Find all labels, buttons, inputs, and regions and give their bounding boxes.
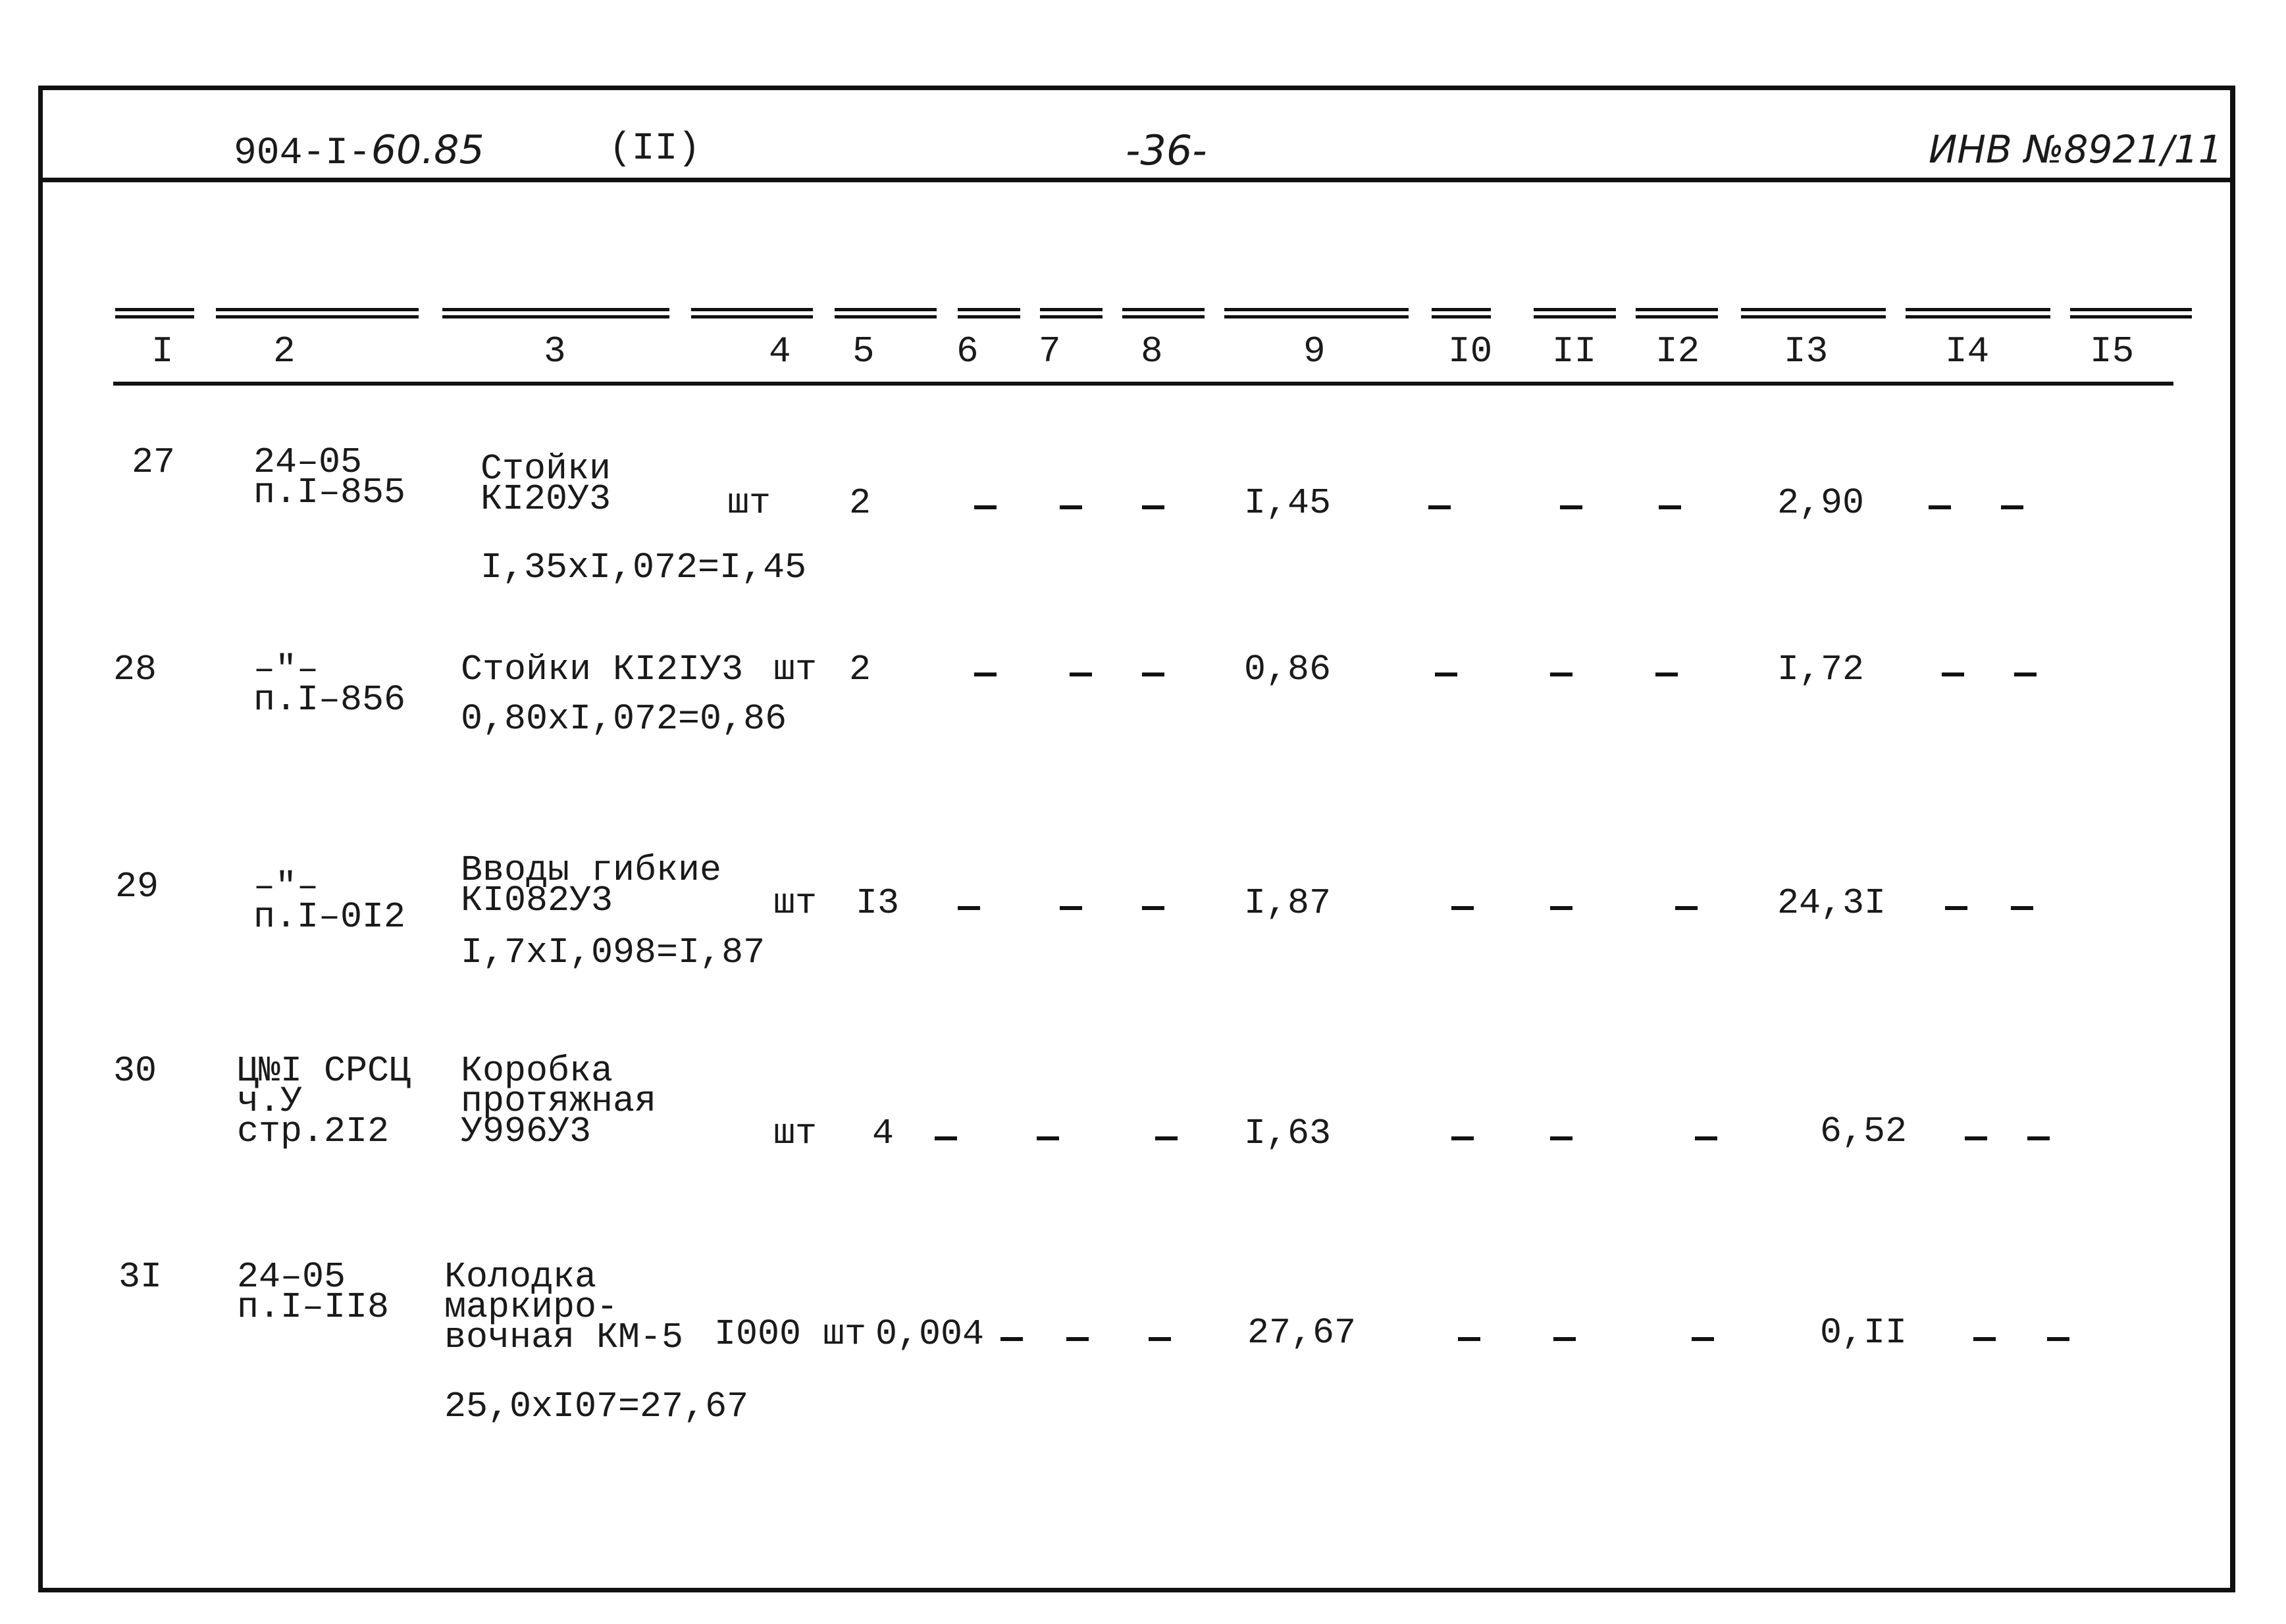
row-col9-value: I,45 — [1244, 482, 1332, 524]
column-number: I — [151, 330, 174, 372]
row-reference: Ц№I СРСЦ ч.У стр.2I2 — [237, 1050, 411, 1152]
row-calculation: 0,80xI,072=0,86 — [461, 698, 787, 740]
document-code-prefix: 904-I- — [234, 132, 371, 175]
column-number: II — [1552, 330, 1597, 372]
empty-cell-dash — [1942, 672, 1964, 676]
row-quantity: I3 — [856, 882, 900, 924]
row-quantity: 2 — [849, 649, 871, 690]
column-number: I0 — [1448, 330, 1493, 372]
double-rule — [442, 308, 669, 318]
row-unit: шт — [773, 1113, 818, 1154]
double-rule — [1534, 308, 1616, 318]
column-number: 3 — [544, 330, 566, 372]
empty-cell-dash — [1553, 1337, 1576, 1341]
empty-cell-dash — [1560, 505, 1582, 509]
row-quantity: 0,004 — [875, 1313, 985, 1355]
double-rule — [1906, 308, 2050, 318]
row-unit: I000 шт — [714, 1313, 867, 1355]
row-col9-value: I,87 — [1244, 882, 1332, 924]
row-number: 3I — [118, 1256, 163, 1298]
empty-cell-dash — [1000, 1337, 1023, 1341]
row-number: 27 — [132, 442, 176, 483]
empty-cell-dash — [2047, 1337, 2069, 1341]
row-col13-value: 24,3I — [1777, 882, 1886, 924]
double-rule — [1741, 308, 1886, 318]
row-unit: шт — [773, 882, 818, 924]
row-col9-value: 0,86 — [1244, 649, 1332, 690]
column-number: 6 — [956, 330, 979, 372]
row-number: 29 — [115, 866, 159, 907]
row-col9-value: 27,67 — [1247, 1312, 1357, 1354]
empty-cell-dash — [974, 505, 997, 509]
row-col13-value: 6,52 — [1820, 1111, 1908, 1152]
empty-cell-dash — [2027, 1136, 2050, 1140]
row-reference: 24–05 п.I–II8 — [237, 1256, 390, 1328]
empty-cell-dash — [1060, 505, 1082, 509]
row-number: 28 — [113, 649, 157, 690]
row-col9-value: I,63 — [1244, 1113, 1332, 1154]
empty-cell-dash — [1142, 672, 1164, 676]
double-rule — [115, 308, 194, 318]
empty-cell-dash — [1037, 1136, 1059, 1140]
double-rule — [1432, 308, 1491, 318]
empty-cell-dash — [2011, 906, 2033, 910]
column-number: 7 — [1039, 330, 1061, 372]
document-code-suffix: 60.85 — [371, 127, 484, 173]
column-number: 4 — [769, 330, 791, 372]
empty-cell-dash — [1142, 505, 1164, 509]
double-rule — [1040, 308, 1103, 318]
sheet-part: (II) — [609, 128, 701, 170]
row-quantity: 2 — [849, 482, 871, 524]
row-name: Стойки КI2IУ3 — [461, 649, 744, 690]
row-col13-value: 2,90 — [1777, 482, 1865, 524]
column-number: 5 — [852, 330, 875, 372]
row-unit: шт — [727, 482, 771, 524]
row-col13-value: I,72 — [1777, 649, 1865, 690]
empty-cell-dash — [1965, 1136, 1987, 1140]
double-rule — [1122, 308, 1205, 318]
row-name: Стойки КI20У3 — [481, 448, 611, 520]
row-col13-value: 0,II — [1820, 1312, 1908, 1354]
empty-cell-dash — [1550, 672, 1572, 676]
double-rule — [958, 308, 1020, 318]
empty-cell-dash — [1142, 906, 1164, 910]
document-code — [234, 127, 484, 175]
column-number: 2 — [273, 330, 296, 372]
empty-cell-dash — [1428, 505, 1451, 509]
empty-cell-dash — [1149, 1337, 1171, 1341]
column-number: I4 — [1945, 330, 1990, 372]
empty-cell-dash — [1659, 505, 1681, 509]
double-rule — [216, 308, 419, 318]
empty-cell-dash — [1945, 906, 1967, 910]
row-reference: –"– п.I–0I2 — [253, 866, 406, 938]
row-unit: шт — [773, 649, 818, 690]
row-name: Коробка протяжная У996У3 — [461, 1050, 657, 1152]
double-rule — [691, 308, 813, 318]
inventory-number: ИНВ №8921/11 — [1929, 127, 2223, 172]
empty-cell-dash — [974, 672, 997, 676]
empty-cell-dash — [2014, 672, 2037, 676]
column-number: I3 — [1784, 330, 1829, 372]
row-reference: –"– п.I–856 — [253, 649, 406, 721]
empty-cell-dash — [1695, 1136, 1717, 1140]
empty-cell-dash — [1655, 672, 1678, 676]
header-rule — [43, 178, 2231, 182]
empty-cell-dash — [958, 906, 980, 910]
empty-cell-dash — [1550, 906, 1572, 910]
column-number: I5 — [2090, 330, 2135, 372]
row-quantity: 4 — [872, 1113, 895, 1154]
empty-cell-dash — [2001, 505, 2023, 509]
empty-cell-dash — [1060, 906, 1082, 910]
empty-cell-dash — [1451, 906, 1474, 910]
row-reference: 24–05 п.I–855 — [253, 442, 406, 513]
empty-cell-dash — [1550, 1136, 1572, 1140]
row-name: Колодка маркиро- вочная КМ-5 — [444, 1256, 684, 1358]
empty-cell-dash — [1929, 505, 1951, 509]
empty-cell-dash — [1066, 1337, 1089, 1341]
row-calculation: I,35xI,072=I,45 — [481, 547, 807, 588]
empty-cell-dash — [1070, 672, 1092, 676]
empty-cell-dash — [935, 1136, 957, 1140]
row-number: 30 — [113, 1050, 157, 1092]
column-number: I2 — [1655, 330, 1700, 372]
empty-cell-dash — [1692, 1337, 1714, 1341]
double-rule — [1636, 308, 1718, 318]
row-name: Вводы гибкие КI082У3 — [461, 850, 722, 921]
column-number: 9 — [1303, 330, 1326, 372]
column-header-rule — [113, 382, 2173, 386]
column-number: 8 — [1141, 330, 1163, 372]
double-rule — [1224, 308, 1409, 318]
double-rule — [2070, 308, 2192, 318]
empty-cell-dash — [1458, 1337, 1480, 1341]
double-rule — [835, 308, 937, 318]
page-number: -36- — [1126, 126, 1207, 174]
empty-cell-dash — [1435, 672, 1457, 676]
row-calculation: I,7xI,098=I,87 — [461, 932, 766, 973]
empty-cell-dash — [1973, 1337, 1996, 1341]
empty-cell-dash — [1451, 1136, 1474, 1140]
empty-cell-dash — [1675, 906, 1698, 910]
empty-cell-dash — [1155, 1136, 1178, 1140]
row-calculation: 25,0xI07=27,67 — [444, 1386, 749, 1427]
